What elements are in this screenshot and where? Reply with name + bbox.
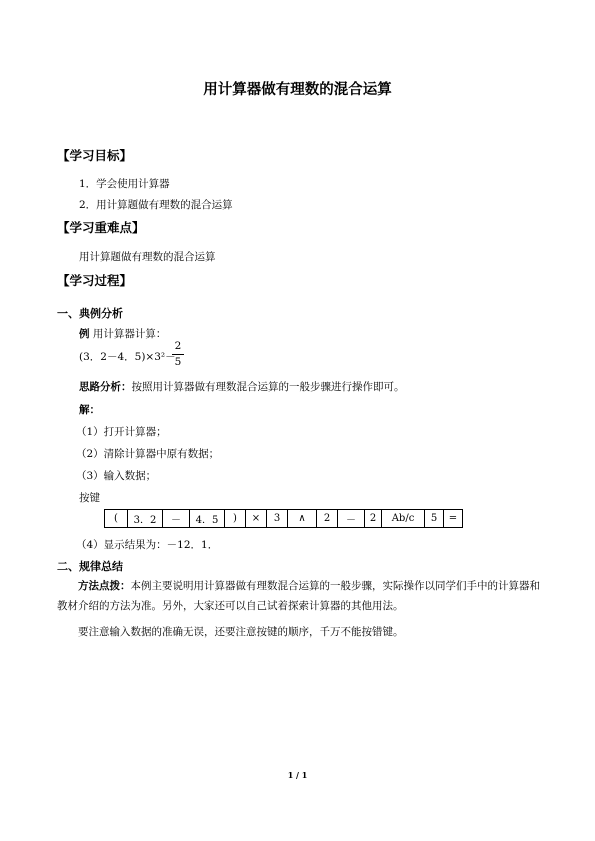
key-points-text: 用计算题做有理数的混合运算 xyxy=(79,251,216,263)
key-cell: 3．2 xyxy=(128,510,163,528)
key-cell: Ab/c xyxy=(382,510,425,528)
keys-row xyxy=(105,510,463,528)
key-cell: 4．5 xyxy=(190,510,225,528)
part2-heading: 二、规律总结 xyxy=(57,560,123,573)
page-number: 1 / 1 xyxy=(287,770,308,780)
keys-table xyxy=(104,509,463,528)
key-cell: 2 xyxy=(365,510,382,528)
method-label: 方法点拨： xyxy=(78,580,131,592)
key-cell: 2 xyxy=(317,510,338,528)
goal-item-2: 2．用计算题做有理数的混合运算 xyxy=(79,199,233,211)
key-cell: ) xyxy=(225,510,246,528)
method-text: 本例主要说明用计算器做有理数混合运算的一般步骤，实际操作以同学们手中的计算器和教材介绍的方法为准。另外，大家还可以自己试着探索计算器的其他用法。 xyxy=(57,580,540,612)
fraction-denominator: 5 xyxy=(174,356,182,368)
goals-heading: 【学习目标】 xyxy=(57,148,133,163)
example-line xyxy=(79,326,166,341)
solution-label: 解： xyxy=(79,404,100,416)
step-2: （2）清除计算器中原有数据； xyxy=(76,448,220,460)
fraction-numerator: 2 xyxy=(174,340,182,352)
analysis-label: 思路分析： xyxy=(79,381,132,393)
goal-item-1: 1．学会使用计算器 xyxy=(79,178,170,190)
method-paragraph xyxy=(57,576,542,616)
step-3: （3）输入数据； xyxy=(76,470,157,482)
fraction xyxy=(172,340,184,369)
key-cell: － xyxy=(338,510,365,528)
keys-label: 按键 xyxy=(79,492,100,504)
step-1: （1）打开计算器； xyxy=(76,426,167,438)
result-line: （4）显示结果为：－12．1． xyxy=(76,539,219,551)
key-cell: 3 xyxy=(267,510,288,528)
fraction-bar xyxy=(172,354,184,355)
key-cell: ∧ xyxy=(288,510,317,528)
key-cell: = xyxy=(444,510,463,528)
key-cell: ( xyxy=(105,510,128,528)
key-cell: 5 xyxy=(425,510,444,528)
analysis-text: 按照用计算器做有理数混合运算的一般步骤进行操作即可。 xyxy=(131,381,405,393)
expression: (3．2－4．5)×3²－ xyxy=(79,351,176,363)
page-title: 用计算器做有理数的混合运算 xyxy=(203,81,392,98)
key-cell: × xyxy=(246,510,267,528)
key-cell: － xyxy=(163,510,190,528)
note-paragraph: 要注意输入数据的准确无误，还要注意按键的顺序，千万不能按错键。 xyxy=(78,626,404,638)
part1-heading: 一、典例分析 xyxy=(57,307,123,320)
process-heading: 【学习过程】 xyxy=(57,273,133,288)
analysis-line xyxy=(79,379,405,394)
key-points-heading: 【学习重难点】 xyxy=(57,220,145,235)
example-label: 例 xyxy=(79,328,90,340)
example-text: 用计算器计算： xyxy=(92,328,167,340)
